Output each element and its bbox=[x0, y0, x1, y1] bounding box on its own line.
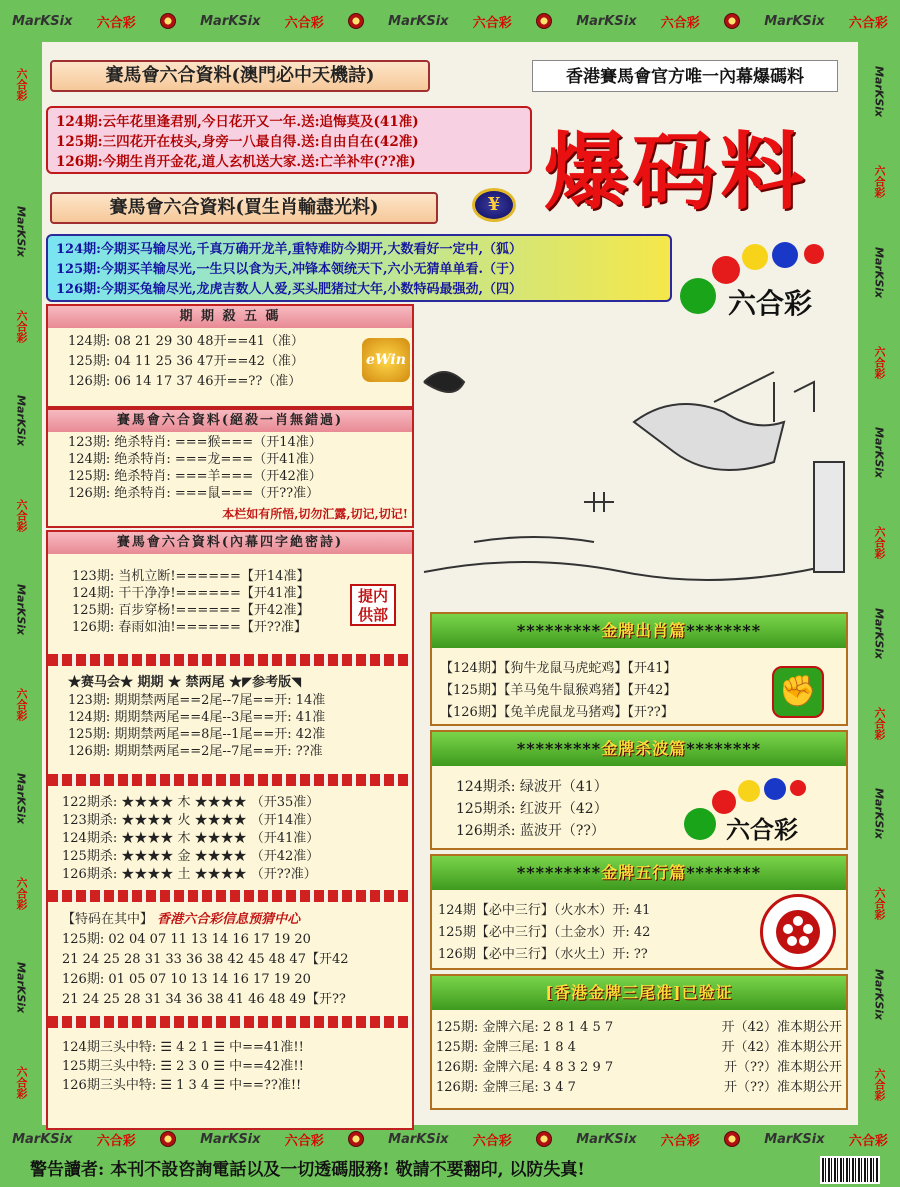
three-tail-row bbox=[436, 1038, 846, 1058]
marksix-logo: MarKSix bbox=[872, 607, 886, 659]
element-stars: ★★★★ 金 ★★★★ bbox=[121, 849, 247, 864]
flower-icon bbox=[348, 13, 364, 29]
title-text: 金牌五行篇 bbox=[601, 863, 687, 882]
marksix-logo: MarKSix bbox=[14, 584, 28, 636]
lhc-logo: 六合彩 bbox=[660, 1133, 700, 1149]
poem-line: 124期:云年花里逢君别,今日花开又一年.送:追悔莫及(41准) bbox=[56, 114, 419, 130]
panel-title: 期 期 殺 五 碼 bbox=[48, 306, 412, 328]
lhc-logo: 六合彩 bbox=[848, 1133, 888, 1149]
panel-title bbox=[432, 614, 846, 648]
flower-icon bbox=[536, 1131, 552, 1147]
three-tail-row bbox=[436, 1078, 846, 1098]
title-stars: ******** bbox=[686, 863, 762, 882]
lhc-logo: 六合彩 bbox=[472, 1133, 512, 1149]
gold-zodiac-row: 【125期】【羊马兔牛鼠猴鸡猪】【开42】 bbox=[440, 683, 677, 698]
gold-wave-panel bbox=[430, 730, 848, 850]
forbid-tail-row: 125期: 期期禁两尾==8尾--1尾==开: 42准 bbox=[68, 727, 326, 742]
three-head-row: 126期三头中特: ☰ 1 3 4 ☰ 中==??准!! bbox=[62, 1078, 302, 1093]
mystery-picture bbox=[414, 342, 854, 592]
result: （开42准） bbox=[250, 849, 320, 864]
marksix-logo: MarKSix bbox=[764, 1131, 825, 1147]
kill-element-row bbox=[62, 812, 412, 830]
green-dot-icon bbox=[680, 278, 716, 314]
special-center: 香港六合彩信息预猜中心 bbox=[157, 912, 301, 927]
warning-text: 警告讀者: 本刊不設咨詢電話以及一切透碼服務! 敬請不要翻印, 以防失真! bbox=[0, 1153, 900, 1187]
title-stars: ******** bbox=[686, 739, 762, 758]
flower-icon bbox=[724, 13, 740, 29]
kill-zodiac-row: 123期: 绝杀特肖: ===猴===（开14准） bbox=[68, 435, 322, 450]
kill-element-row bbox=[62, 848, 412, 866]
three-tail-row bbox=[436, 1058, 846, 1078]
marksix-logo: MarKSix bbox=[872, 246, 886, 298]
kill-five-row: 126期: 06 14 17 37 46开==??（准） bbox=[68, 374, 302, 389]
lhc-logo: 六合彩 bbox=[873, 706, 886, 740]
lhc-logo: 六合彩 bbox=[15, 498, 28, 532]
lose-line: 124期:今期买马输尽光,千真万确开龙羊,重特难防今期开,大数看好一定中,（狐） bbox=[56, 242, 523, 257]
red-dot-icon bbox=[804, 244, 824, 264]
gold-five-row: 126期【必中三行】（水火土）开: ?? bbox=[438, 947, 648, 962]
four-char-row: 126期: 春雨如油!======【开??准】 bbox=[72, 620, 307, 635]
four-char-row: 125期: 百步穿杨!======【开42准】 bbox=[72, 603, 310, 618]
special-title: 【特码在其中】 bbox=[62, 912, 154, 927]
panel-title: 賽馬會六合資料(絕殺一肖無錯過) bbox=[48, 410, 412, 432]
special-row: 126期: 01 05 07 10 13 14 16 17 19 20 bbox=[62, 972, 311, 987]
element-stars: ★★★★ 木 ★★★★ bbox=[121, 795, 247, 810]
marksix-logo: MarKSix bbox=[14, 773, 28, 825]
gold-zodiac-panel bbox=[430, 612, 848, 726]
gold-five-row: 125期【必中三行】（土金水）开: 42 bbox=[438, 925, 651, 940]
element-stars: ★★★★ 火 ★★★★ bbox=[121, 813, 247, 828]
title-stars: ********* bbox=[516, 739, 602, 758]
yellow-dot-icon bbox=[742, 244, 768, 270]
gold-five-row: 124期【必中三行】（火水木）开: 41 bbox=[438, 903, 651, 918]
lhc-logo: 六合彩 bbox=[873, 165, 886, 199]
green-dot-icon bbox=[684, 808, 716, 840]
three-tail-row bbox=[436, 1018, 846, 1038]
main-sheet bbox=[42, 42, 858, 1125]
panel-title: 賽馬會六合資料(內幕四字絶密詩) bbox=[48, 532, 412, 554]
kill-element-row bbox=[62, 866, 412, 884]
fist-icon: ✊ bbox=[772, 666, 824, 718]
forbid-tail-row: 126期: 期期禁两尾==2尾--7尾==开: ??准 bbox=[68, 744, 323, 759]
three-head-row: 125期三头中特: ☰ 2 3 0 ☰ 中==42准!! bbox=[62, 1059, 304, 1074]
four-char-panel bbox=[46, 530, 414, 1130]
element-stars: ★★★★ 木 ★★★★ bbox=[121, 831, 247, 846]
divider bbox=[48, 774, 412, 786]
title-stars: ******** bbox=[686, 621, 762, 640]
three-head-row: 124期三头中特: ☰ 4 2 1 ☰ 中==41准!! bbox=[62, 1040, 304, 1055]
title-text: 金牌杀波篇 bbox=[601, 739, 687, 758]
divider bbox=[48, 890, 412, 902]
tail-right: 开（??）准本期公开 bbox=[724, 1080, 842, 1095]
lhc-text: 六合彩 bbox=[726, 815, 798, 844]
gold-wave-row: 124期杀: 绿波开（41） bbox=[456, 779, 608, 795]
marksix-logo: MarKSix bbox=[872, 788, 886, 840]
lose-line: 125期:今期买羊输尽光,一生只以食为天,冲锋本领统天下,六小无猜单单看.（于） bbox=[56, 262, 523, 277]
forbid-tail-row: 123期: 期期禁两尾==2尾--7尾==开: 14准 bbox=[68, 693, 326, 708]
result: （开14准） bbox=[250, 813, 320, 828]
marksix-logo: MarKSix bbox=[14, 395, 28, 447]
marksix-logo: MarKSix bbox=[12, 1131, 73, 1147]
lhc-text: 六合彩 bbox=[728, 287, 813, 320]
period-label: 124期杀: bbox=[62, 831, 118, 846]
marksix-logo: MarKSix bbox=[576, 1131, 637, 1147]
marksix-logo: MarKSix bbox=[872, 66, 886, 118]
tail-right: 开（42）准本期公开 bbox=[721, 1020, 842, 1035]
tail-right: 开（??）准本期公开 bbox=[724, 1060, 842, 1075]
coin-icon: ¥ bbox=[472, 188, 516, 222]
title-text: [香港金牌三尾准]已验证 bbox=[545, 983, 733, 1002]
period-label: 126期杀: bbox=[62, 867, 118, 882]
lose-line: 126期:今期买兔输尽光,龙虎吉数人人爱,买头肥猪过大年,小数特码最强劲,（四） bbox=[56, 282, 523, 297]
lhc-logo: 六合彩 bbox=[15, 68, 28, 102]
blue-dot-icon bbox=[772, 242, 798, 268]
kill-zodiac-row: 124期: 绝杀特肖: ===龙===（开41准） bbox=[68, 452, 322, 467]
kill-element-row bbox=[62, 794, 412, 812]
panel-title bbox=[432, 732, 846, 766]
divider bbox=[48, 654, 412, 666]
lhc-logo: 六合彩 bbox=[873, 1067, 886, 1101]
special-row: 21 24 25 28 31 33 36 38 42 45 48 47【开42 bbox=[62, 952, 349, 967]
kill-zodiac-note: 本栏如有所悟,切勿汇露,切记,切记! bbox=[222, 507, 408, 521]
four-char-row: 124期: 干干净净!======【开41准】 bbox=[72, 586, 310, 601]
divider bbox=[48, 1016, 412, 1028]
header-title-1: 賽馬會六合資料(澳門必中天機詩) bbox=[50, 60, 430, 92]
result: （开??准） bbox=[250, 867, 317, 882]
lhc-logo: 六合彩 bbox=[15, 687, 28, 721]
lhc-logo: 六合彩 bbox=[873, 526, 886, 560]
kill-five-row: 124期: 08 21 29 30 48开==41（准） bbox=[68, 334, 304, 349]
gold-zodiac-row: 【124期】【狗牛龙鼠马虎蛇鸡】【开41】 bbox=[440, 661, 677, 676]
barcode bbox=[820, 1156, 880, 1184]
kill-zodiac-panel bbox=[46, 408, 414, 528]
lose-panel bbox=[46, 234, 672, 302]
poem-line: 125期:三四花开在枝头,身旁一八最自得.送:自由自在(42准) bbox=[56, 134, 419, 150]
marksix-logo: MarKSix bbox=[872, 968, 886, 1020]
flower-icon bbox=[160, 1131, 176, 1147]
period-label: 123期杀: bbox=[62, 813, 118, 828]
lhc-dots-logo bbox=[676, 238, 856, 318]
bottom-border bbox=[0, 1125, 900, 1153]
three-tail-panel bbox=[430, 974, 848, 1110]
yellow-dot-icon bbox=[738, 780, 760, 802]
result: （开41准） bbox=[250, 831, 320, 846]
ewin-badge: eWin bbox=[362, 338, 410, 382]
flower-icon bbox=[724, 1131, 740, 1147]
period-label: 122期杀: bbox=[62, 795, 118, 810]
flower-icon bbox=[348, 1131, 364, 1147]
header-title-2: 賽馬會六合資料(買生肖輸盡光料) bbox=[50, 192, 438, 224]
tail-left: 126期: 金牌三尾: 3 4 7 bbox=[436, 1080, 576, 1095]
gold-wave-row: 125期杀: 红波开（42） bbox=[456, 801, 608, 817]
flower-icon bbox=[536, 13, 552, 29]
marksix-logo: MarKSix bbox=[872, 427, 886, 479]
inside-badge: 提内供部 bbox=[350, 584, 396, 626]
marksix-logo: MarKSix bbox=[388, 1131, 449, 1147]
top-border bbox=[0, 0, 900, 42]
blue-dot-icon bbox=[764, 778, 786, 800]
lhc-logo: 六合彩 bbox=[284, 1133, 324, 1149]
title-text: 金牌出肖篇 bbox=[601, 621, 687, 640]
marksix-logo: MarKSix bbox=[200, 13, 261, 29]
element-stars: ★★★★ 土 ★★★★ bbox=[121, 867, 247, 882]
kill-five-row: 125期: 04 11 25 36 47开==42（准） bbox=[68, 354, 304, 369]
kill-zodiac-row: 125期: 绝杀特肖: ===羊===（开42准） bbox=[68, 469, 322, 484]
period-label: 125期杀: bbox=[62, 849, 118, 864]
gold-wave-row: 126期杀: 蓝波开（??） bbox=[456, 823, 605, 839]
forbid-tail-row: 124期: 期期禁两尾==4尾--3尾==开: 41准 bbox=[68, 710, 326, 725]
tail-left: 126期: 金牌六尾: 4 8 3 2 9 7 bbox=[436, 1060, 614, 1075]
tail-right: 开（42）准本期公开 bbox=[721, 1040, 842, 1055]
lhc-logo: 六合彩 bbox=[873, 887, 886, 921]
four-char-row: 123期: 当机立断!======【开14准】 bbox=[72, 569, 310, 584]
marksix-logo: MarKSix bbox=[12, 13, 73, 29]
kill-five-panel bbox=[46, 304, 414, 408]
panel-title bbox=[432, 856, 846, 890]
marksix-logo: MarKSix bbox=[576, 13, 637, 29]
right-border bbox=[858, 42, 900, 1125]
kill-element-row bbox=[62, 830, 412, 848]
marksix-logo: MarKSix bbox=[764, 13, 825, 29]
marksix-logo: MarKSix bbox=[200, 1131, 261, 1147]
tail-left: 125期: 金牌六尾: 2 8 1 4 5 7 bbox=[436, 1020, 614, 1035]
forbid-tail-header: ★赛马会★ 期期 ★ 禁两尾 ★◤参考版◥ bbox=[68, 675, 302, 690]
lhc-logo: 六合彩 bbox=[15, 1065, 28, 1099]
kill-zodiac-row: 126期: 绝杀特肖: ===鼠===（开??准） bbox=[68, 486, 320, 501]
marksix-logo: MarKSix bbox=[14, 206, 28, 258]
lhc-logo: 六合彩 bbox=[660, 15, 700, 31]
special-title-row bbox=[62, 910, 412, 930]
left-border bbox=[0, 42, 42, 1125]
red-dot-icon bbox=[790, 780, 806, 796]
gold-five-panel bbox=[430, 854, 848, 970]
lhc-logo: 六合彩 bbox=[96, 15, 136, 31]
marksix-logo: MarKSix bbox=[14, 962, 28, 1014]
lhc-logo: 六合彩 bbox=[873, 345, 886, 379]
poem-line: 126期:今期生肖开金花,道人玄机送大家.送:亡羊补牢(??准) bbox=[56, 154, 416, 170]
panel-title bbox=[432, 976, 846, 1010]
lhc-logo: 六合彩 bbox=[15, 876, 28, 910]
special-row: 125期: 02 04 07 11 13 14 16 17 19 20 bbox=[62, 932, 311, 947]
marksix-logo: MarKSix bbox=[388, 13, 449, 29]
red-dot-icon bbox=[712, 256, 740, 284]
hk-emblem-icon bbox=[760, 894, 836, 970]
tail-left: 125期: 金牌三尾: 1 8 4 bbox=[436, 1040, 576, 1055]
lhc-logo: 六合彩 bbox=[472, 15, 512, 31]
lhc-dots-logo-small bbox=[682, 772, 842, 850]
big-title: 爆码料 bbox=[544, 123, 809, 221]
result: （开35准） bbox=[250, 795, 320, 810]
title-stars: ********* bbox=[516, 863, 602, 882]
title-stars: ********* bbox=[516, 621, 602, 640]
lhc-logo: 六合彩 bbox=[848, 15, 888, 31]
header-title-right: 香港賽馬會官方唯一內幕爆碼料 bbox=[532, 60, 838, 92]
gold-zodiac-row: 【126期】【兔羊虎鼠龙马猪鸡】【开??】 bbox=[440, 705, 674, 720]
poem-panel bbox=[46, 106, 532, 174]
lhc-logo: 六合彩 bbox=[15, 309, 28, 343]
flower-icon bbox=[160, 13, 176, 29]
special-row: 21 24 25 28 31 34 36 38 41 46 48 49【开?? bbox=[62, 992, 346, 1007]
lhc-logo: 六合彩 bbox=[96, 1133, 136, 1149]
lhc-logo: 六合彩 bbox=[284, 15, 324, 31]
